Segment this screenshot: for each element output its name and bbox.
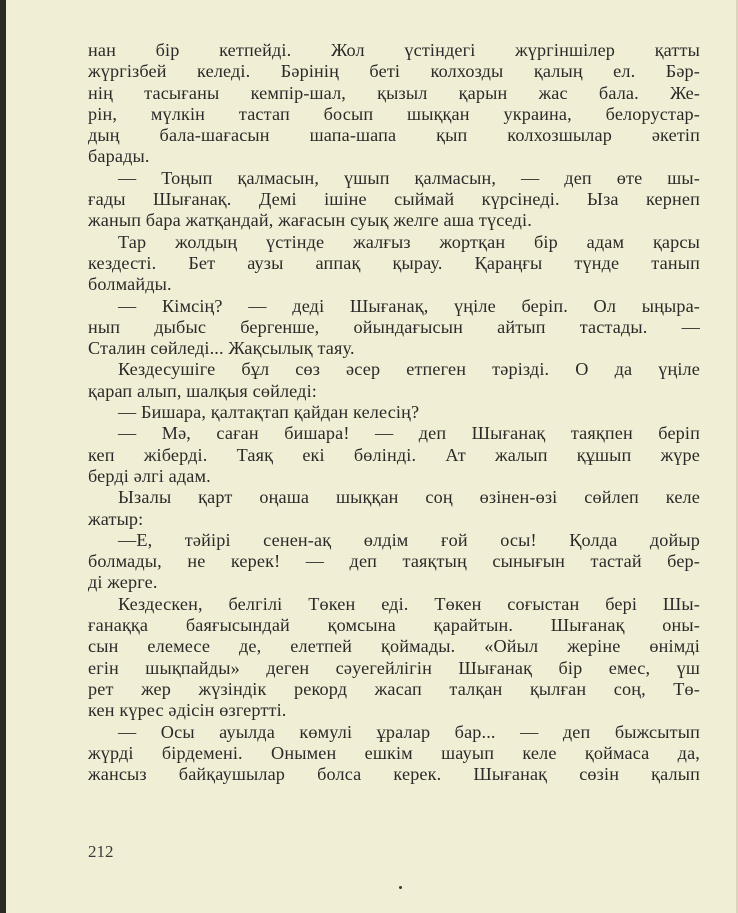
text-line: кеп жіберді. Таяқ екі бөлінді. Ат жалып құшып жүре: [88, 444, 700, 465]
text-line: жүрді бірдемені. Онымен ешкім шауып келе қоймаса да,: [88, 742, 700, 763]
text-line: жансыз байқаушылар болса керек. Шығанақ сөзін қалып: [88, 764, 700, 785]
text-line: берді әлгі адам.: [88, 465, 211, 486]
text-line: — Кімсің? — деді Шығанақ, үңіле беріп. Ол ыңыра-: [118, 295, 700, 316]
text-line: — Бишара, қалтақтап қайдан келесің?: [118, 402, 420, 423]
scan-left-edge: [0, 0, 6, 913]
text-line: нып дыбыс бергенше, ойындағысын айтып тастады. —: [88, 316, 700, 337]
print-speck: [399, 886, 402, 889]
text-line: егін шықпайды» деген сәуегейлігін Шығанақ бір емес, үш: [88, 657, 700, 678]
text-line: —Е, тәйірі сенен-ақ өлдім ғой осы! Қолда дойыр: [118, 529, 700, 550]
text-line: Кездескен, белгілі Төкен еді. Төкен соғыстан бері Шы-: [118, 593, 700, 614]
text-line: барады.: [88, 146, 150, 167]
text-line: сын елемесе де, елетпей қоймады. «Ойыл жеріне өнімді: [88, 636, 700, 657]
text-line: ғанаққа баяғысындай қомсына қарайтын. Шығанақ оны-: [88, 615, 700, 636]
text-line: Тар жолдың үстінде жалғыз жортқан бір адам қарсы: [118, 231, 700, 252]
page-number: 212: [88, 842, 114, 861]
text-line: дың бала-шағасын шапа-шапа қып колхозшылар әкетіп: [88, 125, 700, 146]
text-line: — Мә, саған бишара! — деп Шығанақ таяқпен беріп: [118, 423, 700, 444]
text-line: Ызалы қарт оңаша шыққан соң өзінен-өзі сөйлеп келе: [118, 487, 700, 508]
text-line: болмайды.: [88, 274, 172, 295]
text-line: жатыр:: [88, 508, 144, 529]
text-line: болмады, не керек! — деп таяқтың сынығын тастай бер-: [88, 551, 700, 572]
text-line: Кездесушіге бұл сөз әсер етпеген тәрізді. О да үңіле: [118, 359, 700, 380]
text-line: Сталин сөйледі... Жақсылық таяу.: [88, 338, 355, 359]
text-line: кен күрес әдісін өзгертті.: [88, 700, 287, 721]
text-line: — Тоңып қалмасын, үшып қалмасын, — деп өте шы-: [118, 167, 700, 188]
text-line: ғады Шығанақ. Демі ішіне сыймай күрсінеді. Ызa кернеп: [88, 189, 700, 210]
text-line: ді жерге.: [88, 572, 158, 593]
text-line: қарап алып, шалқыя сөйледі:: [88, 380, 317, 401]
text-line: рет жер жүзіндік рекорд жасап талқан қылған соң, Тө-: [88, 678, 700, 699]
text-line: — Осы ауылда көмулі ұралар бар... — деп быжсытып: [118, 721, 700, 742]
text-line: кездесті. Бет аузы аппақ қырау. Қараңғы түнде танып: [88, 252, 700, 273]
text-line: жанып бара жатқандай, жағасын суық желге аша түседі.: [88, 210, 532, 231]
page-text-block: [88, 40, 700, 785]
text-line: нің тасығаны кемпір-шал, қызыл қарын жас бала. Же-: [88, 82, 700, 103]
text-line: жүргізбей келеді. Бәрінің беті колхозды қалың ел. Бәр-: [88, 61, 700, 82]
text-line: нан бір кетпейді. Жол үстіндегі жүргіншілер қатты: [88, 40, 700, 60]
text-line: рін, мүлкін тастап босып шыққан украина, белорустар-: [88, 103, 700, 124]
